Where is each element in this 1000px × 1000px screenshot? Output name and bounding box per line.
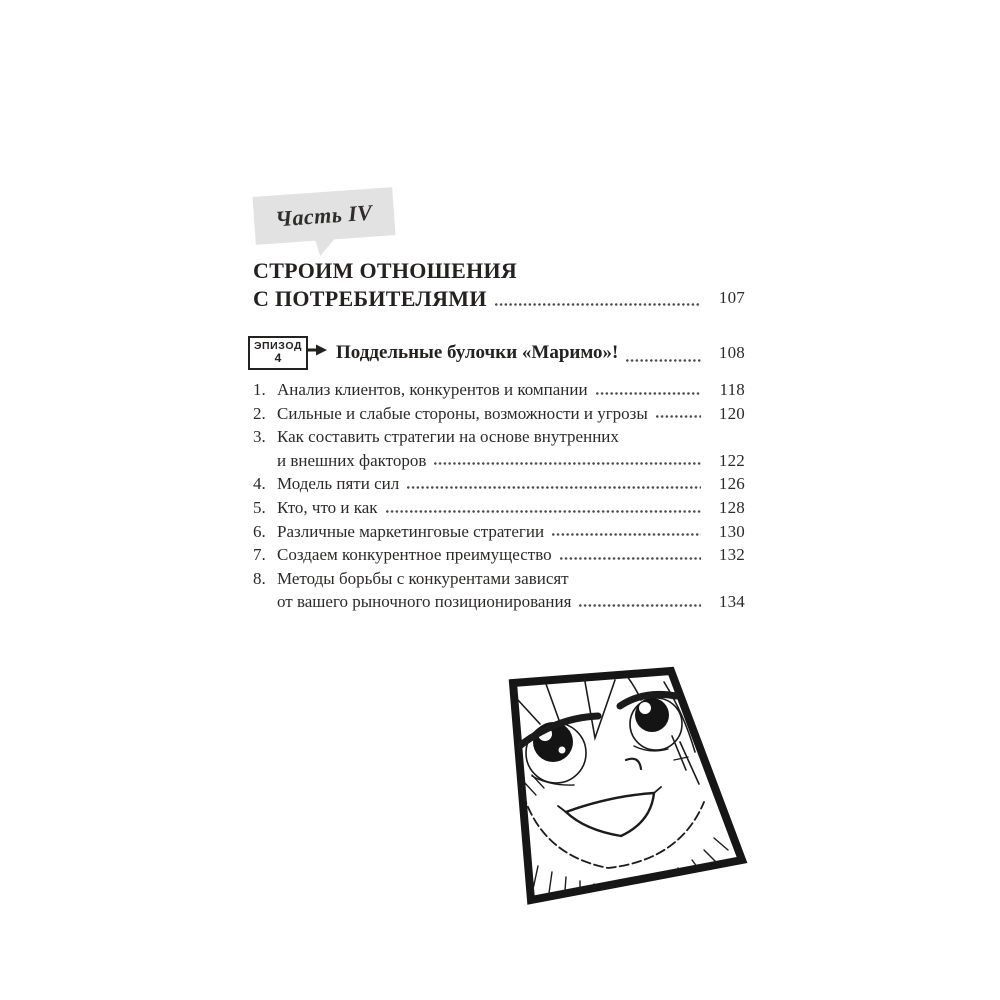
dotted-leader: [386, 510, 701, 513]
episode-arrow-icon: [308, 343, 328, 357]
dotted-leader: [596, 392, 701, 395]
episode-title: Поддельные булочки «Маримо»!: [336, 342, 619, 363]
toc-item-number: 5.: [253, 497, 266, 517]
toc-item-text: Сильные и слабые стороны, возможности и угрозы: [277, 403, 648, 423]
toc-page-number: 122: [718, 450, 745, 470]
toc-item-8-wrap: [253, 590, 745, 614]
toc-item-number: 8.: [253, 568, 266, 588]
dotted-leader: [626, 359, 701, 362]
toc-item-number: 2.: [253, 403, 266, 423]
section-page-number: 107: [718, 288, 745, 307]
part-label-bubble: [252, 187, 395, 245]
toc-page-number: 120: [718, 403, 745, 423]
toc-item-number: 7.: [253, 545, 266, 565]
toc-item-number: 6.: [253, 521, 266, 541]
toc-item-text: Кто, что и как: [277, 497, 378, 517]
toc-item-text: Различные маркетинговые стратегии: [277, 521, 545, 541]
bubble-tail: [314, 236, 337, 256]
episode-badge-number: 4: [274, 351, 282, 365]
section-heading-line1: СТРОИМ ОТНОШЕНИЯ: [253, 258, 518, 283]
toc-item-3-wrap: [253, 449, 745, 473]
toc-item-1: [253, 378, 745, 402]
dotted-leader: [552, 533, 701, 536]
toc-item-number: 3.: [253, 427, 266, 447]
toc-item-text: Методы борьбы с конкурентами зависят: [277, 568, 569, 588]
episode-entry: [248, 336, 745, 370]
toc-page-number: 134: [718, 592, 745, 612]
dotted-leader: [407, 486, 701, 489]
episode-page-number: 108: [718, 343, 745, 362]
toc-item-5: [253, 496, 745, 520]
dotted-leader: [434, 462, 701, 465]
toc-item-text: Создаем конкурентное преимущество: [277, 545, 552, 565]
toc-item-8: [253, 567, 745, 591]
dotted-leader: [656, 415, 701, 418]
toc-item-text: и внешних факторов: [277, 450, 427, 470]
toc-item-2: [253, 402, 745, 426]
toc-item-text: Как составить стратегии на основе внутренних: [277, 427, 619, 447]
episode-badge: [248, 336, 308, 370]
dotted-leader: [495, 303, 701, 306]
episode-badge-word: ЭПИЗОД: [253, 340, 303, 352]
section-heading: [253, 257, 745, 312]
toc-page-number: 128: [718, 497, 745, 517]
toc-page-number: 130: [718, 521, 745, 541]
toc-item-3: [253, 425, 745, 449]
section-heading-line2: С ПОТРЕБИТЕЛЯМИ: [253, 286, 487, 311]
toc-list: [253, 378, 745, 614]
toc-page-number: 118: [719, 380, 745, 399]
part-label: Часть IV: [274, 199, 374, 232]
toc-item-text: от вашего рыночного позиционирования: [277, 592, 572, 612]
toc-item-text: Анализ клиентов, конкурентов и компании: [277, 380, 588, 399]
toc-page-number: 132: [718, 545, 745, 565]
toc-item-6: [253, 520, 745, 544]
toc-item-text: Модель пяти сил: [277, 474, 400, 494]
toc-item-4: [253, 472, 745, 496]
dotted-leader: [560, 557, 701, 560]
toc-item-7: [253, 543, 745, 567]
toc-item-number: 1.: [253, 380, 266, 399]
toc-item-number: 4.: [253, 474, 266, 494]
toc-page-number: 126: [718, 474, 745, 494]
dotted-leader: [579, 604, 701, 607]
manga-face-panel-illustration: [498, 654, 758, 914]
